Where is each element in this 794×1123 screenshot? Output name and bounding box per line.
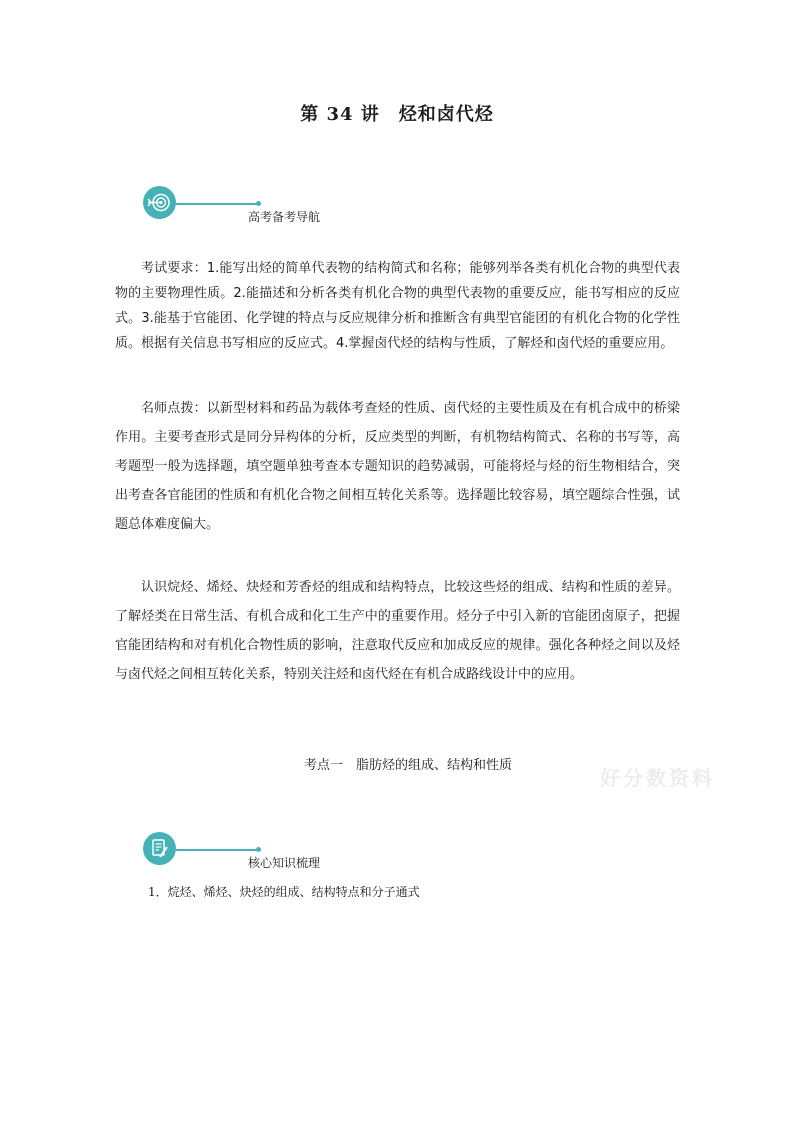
core-section-label: 核心知识梳理 xyxy=(248,856,321,870)
requirements-text: 考试要求：1.能写出烃的简单代表物的结构简式和名称；能够列举各类有机化合物的典型代表物的主要物理性质。2.能描述和分析各类有机化合物的典型代表物的重要反应，能书写相应的反应式。3.能基于官能团、化学键的特点与反应规律分析和推断含有典型官能团的有机化合物的化学性质。根据有关信息书写相应的反应式。4.掌握卤代烃的结构与性质，了解烃和卤代烃的重要应用。 xyxy=(115,261,680,351)
watermark: 好分数资料 xyxy=(600,766,715,790)
section-heading-kaodian: 考点一 脂肪烃的组成、结构和性质 xyxy=(303,758,512,773)
list-item-1: 1．烷烃、烯烃、炔烃的组成、结构特点和分子通式 xyxy=(148,885,420,899)
exam-requirements xyxy=(115,256,680,356)
teacher-tip-text: 名师点拨：以新型材料和药品为载体考查烃的性质、卤代烃的主要性质及在有机合成中的桥梁作用。主要考查形式是同分异构体的分析，反应类型的判断，有机物结构简式、名称的书写等，高考题型一般为选择题，填空题单独考查本专题知识的趋势减弱，可能将烃与烃的衍生物相结合，突出考查各官能团的性质和有机化合物之间相互转化关系等。选择题比较容易，填空题综合性强，试题总体难度偏大。 xyxy=(115,401,680,532)
study-advice xyxy=(115,573,680,689)
guide-section-label: 高考备考导航 xyxy=(248,210,321,224)
header-rule xyxy=(176,203,258,205)
notepad-pencil-icon xyxy=(143,832,176,865)
teacher-tip xyxy=(115,394,680,539)
core-section-header xyxy=(143,832,543,872)
target-arrow-icon xyxy=(143,186,176,219)
header-rule xyxy=(176,849,258,851)
study-advice-text: 认识烷烃、烯烃、炔烃和芳香烃的组成和结构特点，比较这些烃的组成、结构和性质的差异。了解烃类在日常生活、有机合成和化工生产中的重要作用。烃分子中引入新的官能团卤原子，把握官能团结构和对有机化合物性质的影响，注意取代反应和加成反应的规律。强化各种烃之间以及烃与卤代烃之间相互转化关系，特别关注烃和卤代烃在有机合成路线设计中的应用。 xyxy=(115,580,680,682)
page-title: 第 34 讲 烃和卤代烃 xyxy=(300,104,494,125)
guide-section-header xyxy=(143,186,543,226)
